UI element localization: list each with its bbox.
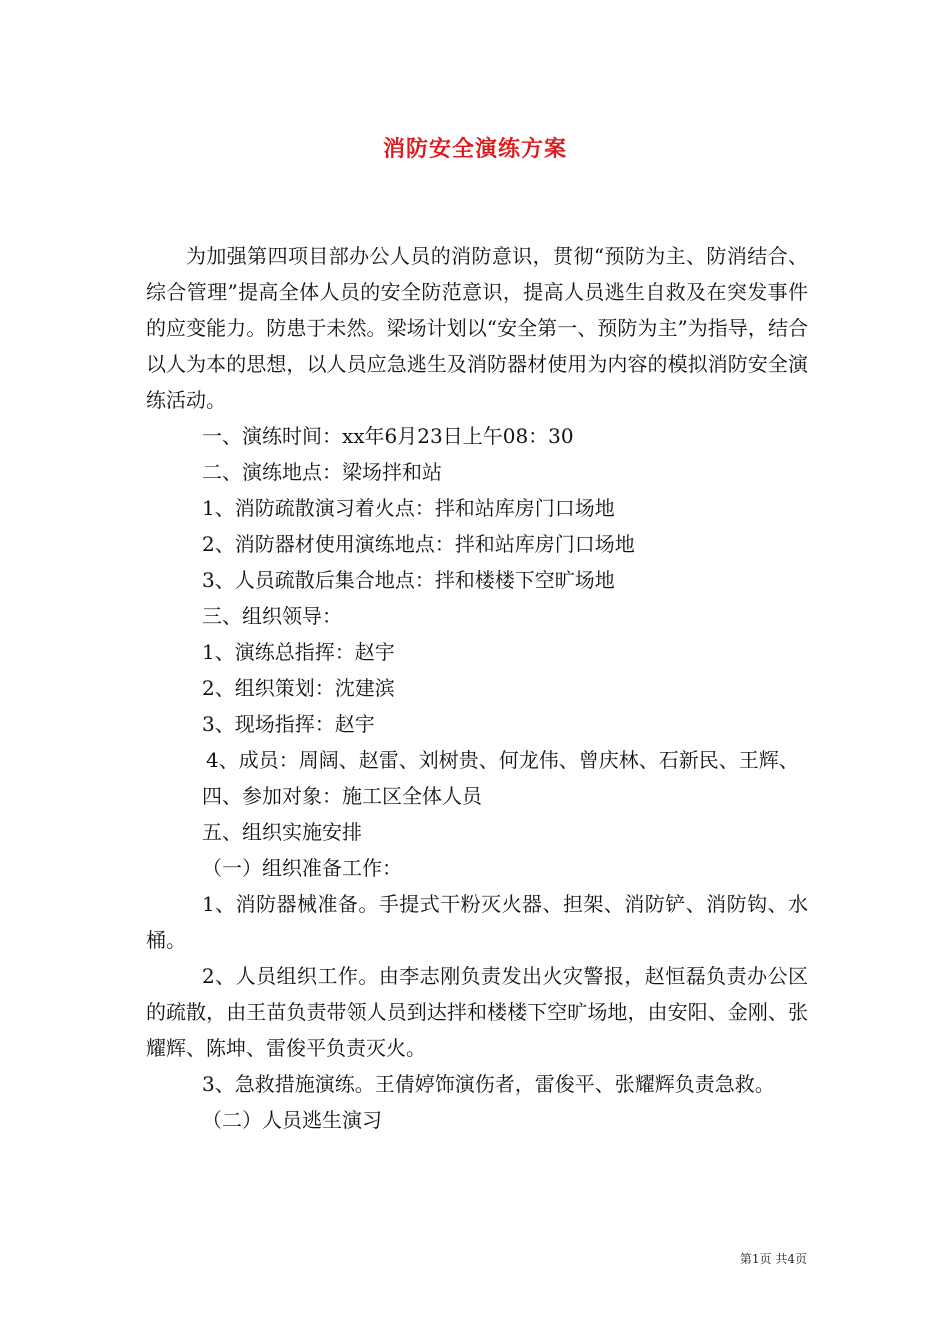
preparation-item-2: 2、人员组织工作。由李志刚负责发出火灾警报，赵恒磊负责办公区的疏散，由王苗负责带领人员到达拌和楼楼下空旷场地，由安阳、金刚、张耀辉、陈坤、雷俊平负责灭火。 [146,964,808,1060]
subsection-preparation: （一）组织准备工作： [202,856,402,880]
leadership-item-2: 2、组织策划：沈建滨 [202,676,395,700]
section-leadership: 三、组织领导： [202,604,342,628]
preparation-item-3: 3、急救措施演练。王倩婷饰演伤者，雷俊平、张耀辉负责急救。 [202,1072,775,1096]
section-drill-time: 一、演练时间：xx年6月23日上午08：30 [202,424,574,448]
location-item-3: 3、人员疏散后集合地点：拌和楼楼下空旷场地 [202,568,615,592]
preparation-item-1: 1、消防器械准备。手提式干粉灭火器、担架、消防铲、消防钩、水桶。 [146,892,808,952]
section-drill-location: 二、演练地点：梁场拌和站 [202,460,442,484]
leadership-item-1: 1、演练总指挥：赵宇 [202,640,395,664]
location-item-1: 1、消防疏散演习着火点：拌和站库房门口场地 [202,496,615,520]
section-arrangement: 五、组织实施安排 [202,820,362,844]
document-title: 消防安全演练方案 [382,136,567,162]
page-number: 第1页 共4页 [739,1252,807,1266]
section-participants: 四、参加对象：施工区全体人员 [202,784,482,808]
document-body [146,238,808,1138]
intro-paragraph: 为加强第四项目部办公人员的消防意识，贯彻“预防为主、防消结合、综合管理”提高全体人员的安全防范意识，提高人员逃生自救及在突发事件的应变能力。防患于未然。梁场计划以“安全第一、预防为主”为指导，结合以人为本的思想，以人员应急逃生及消防器材使用为内容的模拟消防安全演练活动。 [146,244,808,412]
leadership-item-3: 3、现场指挥：赵宇 [202,712,375,736]
location-item-2: 2、消防器材使用演练地点：拌和站库房门口场地 [202,532,635,556]
leadership-item-4: 4、成员：周阔、赵雷、刘树贵、何龙伟、曾庆林、石新民、王辉、 [206,748,799,772]
subsection-escape-drill: （二）人员逃生演习 [202,1108,382,1132]
